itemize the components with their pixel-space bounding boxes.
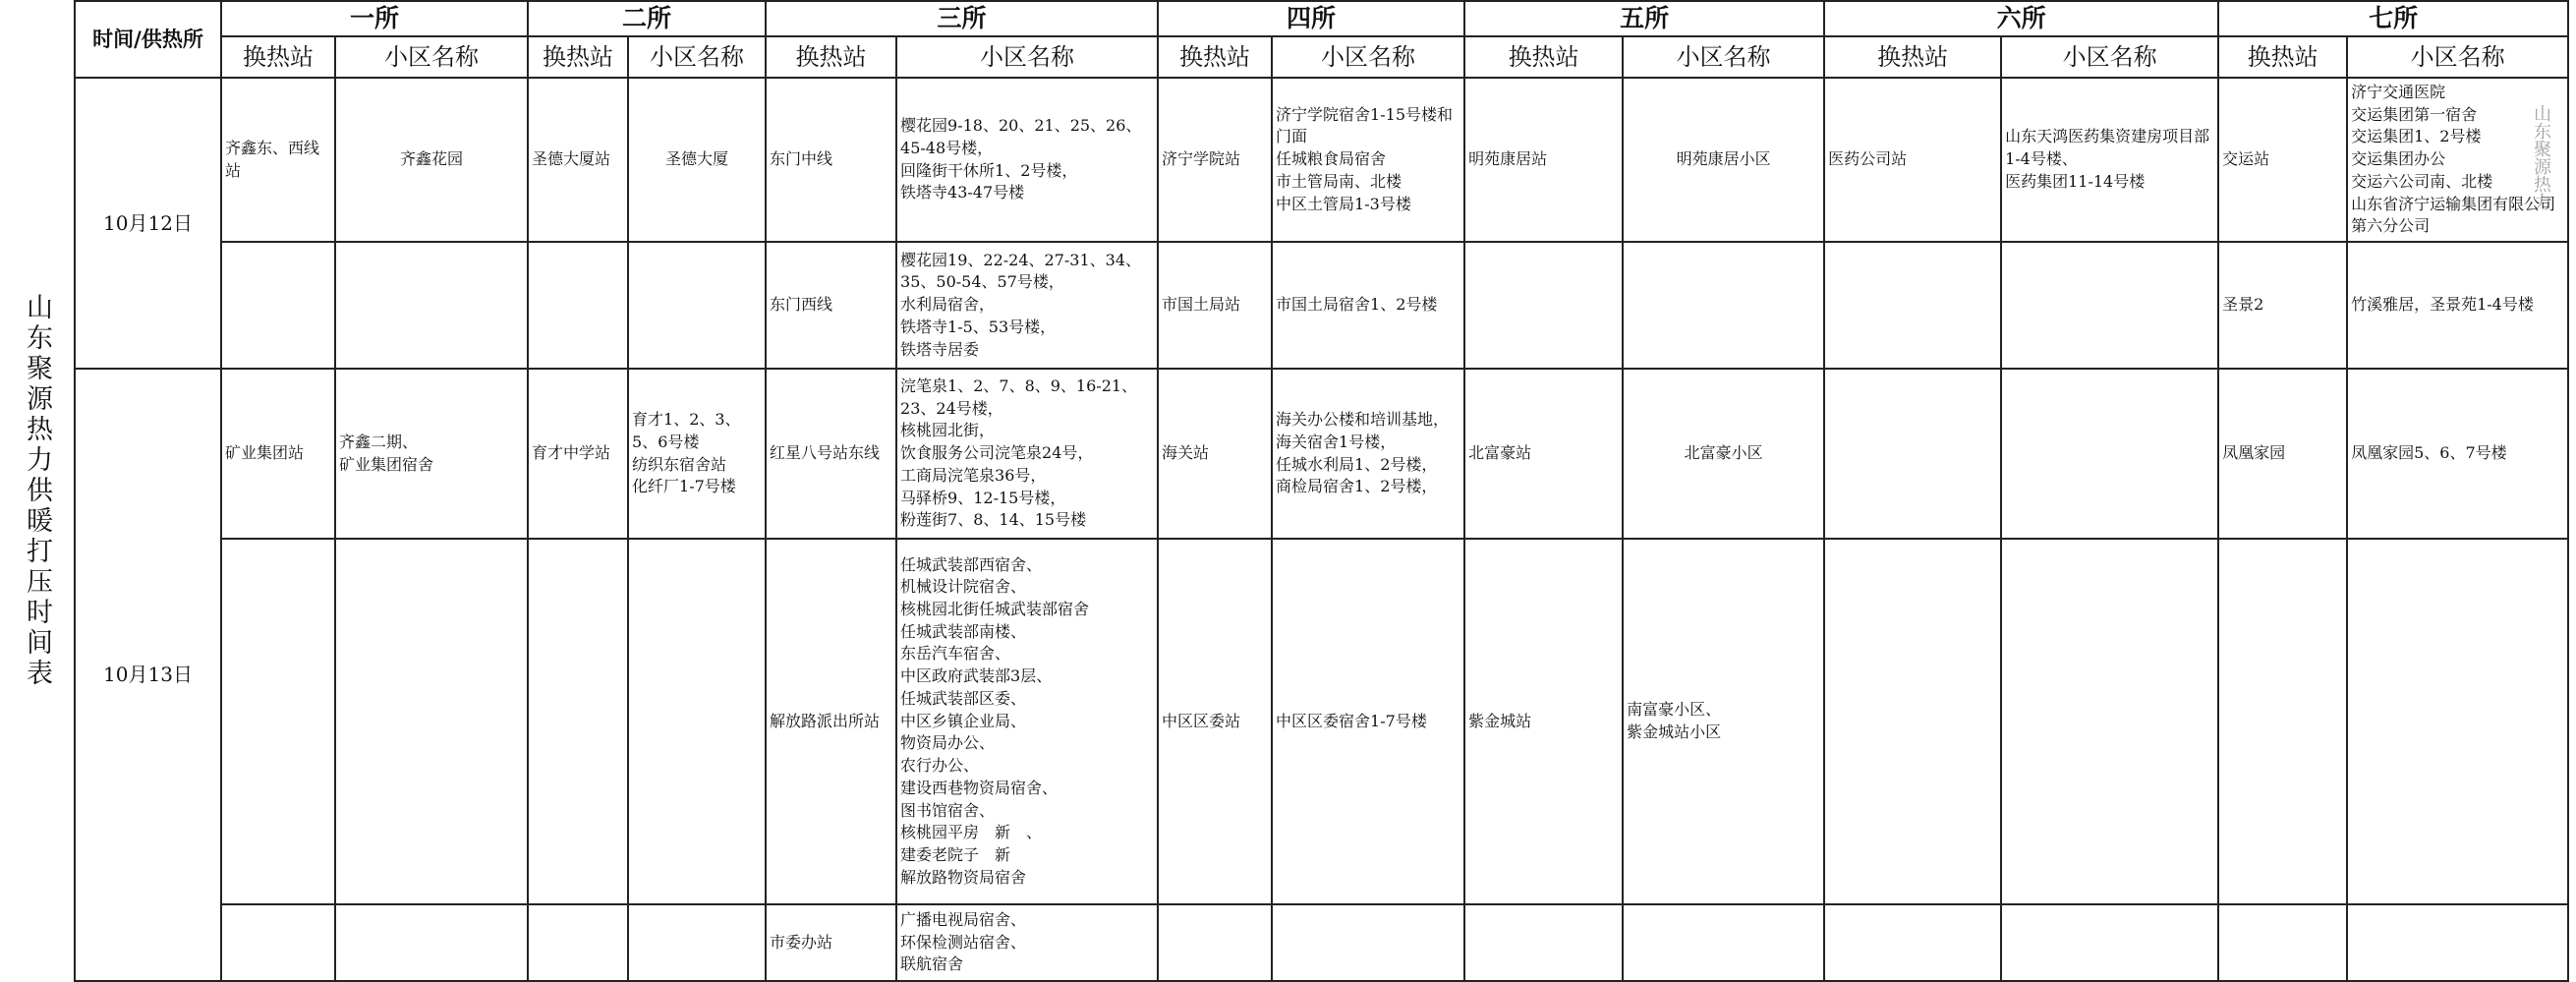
community-cell — [1623, 242, 1824, 369]
station-cell: 育才中学站 — [528, 369, 628, 539]
community-cell — [1623, 904, 1824, 981]
sub-header-station: 换热站 — [1158, 36, 1272, 78]
station-cell: 东门中线 — [766, 78, 896, 242]
community-cell: 齐鑫二期、 矿业集团宿舍 — [335, 369, 528, 539]
station-cell: 海关站 — [1158, 369, 1272, 539]
date-cell: 10月12日 — [75, 78, 221, 369]
station-cell — [1464, 242, 1623, 369]
community-cell — [2001, 369, 2218, 539]
side-title — [0, 0, 74, 982]
station-cell — [528, 539, 628, 904]
station-header-6: 六所 — [1824, 1, 2218, 36]
table-row — [75, 539, 2568, 904]
community-cell: 育才1、2、3、5、6号楼 纺织东宿舍站 化纤厂1-7号楼 — [628, 369, 766, 539]
date-cell: 10月13日 — [75, 369, 221, 981]
sub-header-community: 小区名称 — [1623, 36, 1824, 78]
community-cell: 樱花园9-18、20、21、25、26、 45-48号楼， 回隆街干休所1、2号楼， 铁塔寺43-47号楼 — [896, 78, 1158, 242]
station-cell: 医药公司站 — [1824, 78, 2001, 242]
community-cell: 凤凰家园5、6、7号楼 — [2347, 369, 2568, 539]
station-cell — [221, 904, 335, 981]
station-cell — [1824, 539, 2001, 904]
community-cell — [628, 539, 766, 904]
station-cell — [528, 904, 628, 981]
community-cell: 竹溪雅居，圣景苑1-4号楼 — [2347, 242, 2568, 369]
station-cell: 北富豪站 — [1464, 369, 1623, 539]
community-cell — [2001, 242, 2218, 369]
sub-header-station: 换热站 — [528, 36, 628, 78]
community-cell — [2347, 539, 2568, 904]
community-cell: 广播电视局宿舍、 环保检测站宿舍、 联航宿舍 — [896, 904, 1158, 981]
station-cell: 中区区委站 — [1158, 539, 1272, 904]
community-cell — [335, 539, 528, 904]
station-cell: 济宁学院站 — [1158, 78, 1272, 242]
community-cell — [335, 904, 528, 981]
sub-header-community: 小区名称 — [2347, 36, 2568, 78]
station-cell — [221, 539, 335, 904]
community-cell: 任城武装部西宿舍、 机械设计院宿舍、 核桃园北街任城武装部宿舍 任城武装部南楼、 东岳汽车宿舍、 中区政府武装部3层、 任城武装部区委、 中区乡镇企业局、 物资局办公、 农行办公、 建设西巷物资局宿舍、 图书馆宿舍、 核桃园平房 新 、 建委老院子 新 解放路物资局宿舍 — [896, 539, 1158, 904]
station-header-4: 四所 — [1158, 1, 1464, 36]
schedule-table — [74, 0, 2569, 982]
station-cell — [221, 242, 335, 369]
station-header-3: 三所 — [766, 1, 1158, 36]
community-cell: 济宁交通医院 交运集团第一宿舍 交运集团1、2号楼 交运集团办公 交运六公司南、北楼 山东省济宁运输集团有限公司第六分公司 — [2347, 78, 2568, 242]
community-cell: 齐鑫花园 — [335, 78, 528, 242]
sub-header-community: 小区名称 — [896, 36, 1158, 78]
station-cell: 解放路派出所站 — [766, 539, 896, 904]
station-cell — [1158, 904, 1272, 981]
station-cell: 圣德大厦站 — [528, 78, 628, 242]
station-cell: 交运站 — [2218, 78, 2347, 242]
watermark-text: 山东聚源热力 — [2531, 104, 2551, 210]
community-cell — [2001, 539, 2218, 904]
table-row — [75, 904, 2568, 981]
community-cell: 明苑康居小区 — [1623, 78, 1824, 242]
station-cell — [2218, 539, 2347, 904]
community-cell — [1272, 904, 1464, 981]
station-cell: 凤凰家园 — [2218, 369, 2347, 539]
station-cell: 市国土局站 — [1158, 242, 1272, 369]
community-cell: 南富豪小区、 紫金城站小区 — [1623, 539, 1824, 904]
sub-header-community: 小区名称 — [1272, 36, 1464, 78]
station-header-2: 二所 — [528, 1, 766, 36]
sub-header-station: 换热站 — [221, 36, 335, 78]
station-header-1: 一所 — [221, 1, 528, 36]
community-cell: 浣笔泉1、2、7、8、9、16-21、23、24号楼， 核桃园北街， 饮食服务公司浣笔泉24号， 工商局浣笔泉36号， 马驿桥9、12-15号楼， 粉莲街7、8、14、15号楼 — [896, 369, 1158, 539]
community-cell: 北富豪小区 — [1623, 369, 1824, 539]
community-cell — [335, 242, 528, 369]
station-cell: 东门西线 — [766, 242, 896, 369]
station-cell: 圣景2 — [2218, 242, 2347, 369]
sub-header-station: 换热站 — [1464, 36, 1623, 78]
station-cell: 矿业集团站 — [221, 369, 335, 539]
community-cell — [2347, 904, 2568, 981]
watermark — [2524, 59, 2557, 256]
community-cell — [628, 904, 766, 981]
header-row-sub — [75, 36, 2568, 78]
side-title-text: 山东聚源热力供暖打压时间表 — [22, 293, 52, 689]
community-cell: 山东天鸿医药集资建房项目部1-4号楼、 医药集团11-14号楼 — [2001, 78, 2218, 242]
corner-header: 时间/供热所 — [75, 1, 221, 78]
station-cell: 红星八号站东线 — [766, 369, 896, 539]
station-cell — [2218, 904, 2347, 981]
sub-header-station: 换热站 — [2218, 36, 2347, 78]
station-cell — [1824, 242, 2001, 369]
table-row — [75, 369, 2568, 539]
community-cell: 中区区委宿舍1-7号楼 — [1272, 539, 1464, 904]
station-cell: 市委办站 — [766, 904, 896, 981]
community-cell: 圣德大厦 — [628, 78, 766, 242]
community-cell: 海关办公楼和培训基地， 海关宿舍1号楼， 任城水利局1、2号楼， 商检局宿舍1、2号楼， — [1272, 369, 1464, 539]
table-row — [75, 78, 2568, 242]
sub-header-station: 换热站 — [766, 36, 896, 78]
station-header-5: 五所 — [1464, 1, 1824, 36]
station-cell: 紫金城站 — [1464, 539, 1623, 904]
sub-header-station: 换热站 — [1824, 36, 2001, 78]
table-row — [75, 242, 2568, 369]
station-cell: 明苑康居站 — [1464, 78, 1623, 242]
header-row-stations — [75, 1, 2568, 36]
community-cell: 济宁学院宿舍1-15号楼和门面 任城粮食局宿舍 市土管局南、北楼 中区土管局1-3号楼 — [1272, 78, 1464, 242]
sub-header-community: 小区名称 — [2001, 36, 2218, 78]
community-cell: 市国土局宿舍1、2号楼 — [1272, 242, 1464, 369]
station-cell: 齐鑫东、西线站 — [221, 78, 335, 242]
station-cell — [1824, 369, 2001, 539]
sub-header-community: 小区名称 — [335, 36, 528, 78]
station-header-7: 七所 — [2218, 1, 2568, 36]
station-cell — [1824, 904, 2001, 981]
station-cell — [528, 242, 628, 369]
station-cell — [1464, 904, 1623, 981]
community-cell — [628, 242, 766, 369]
community-cell — [2001, 904, 2218, 981]
community-cell: 樱花园19、22-24、27-31、34、35、50-54、57号楼， 水利局宿舍， 铁塔寺1-5、53号楼， 铁塔寺居委 — [896, 242, 1158, 369]
sub-header-community: 小区名称 — [628, 36, 766, 78]
